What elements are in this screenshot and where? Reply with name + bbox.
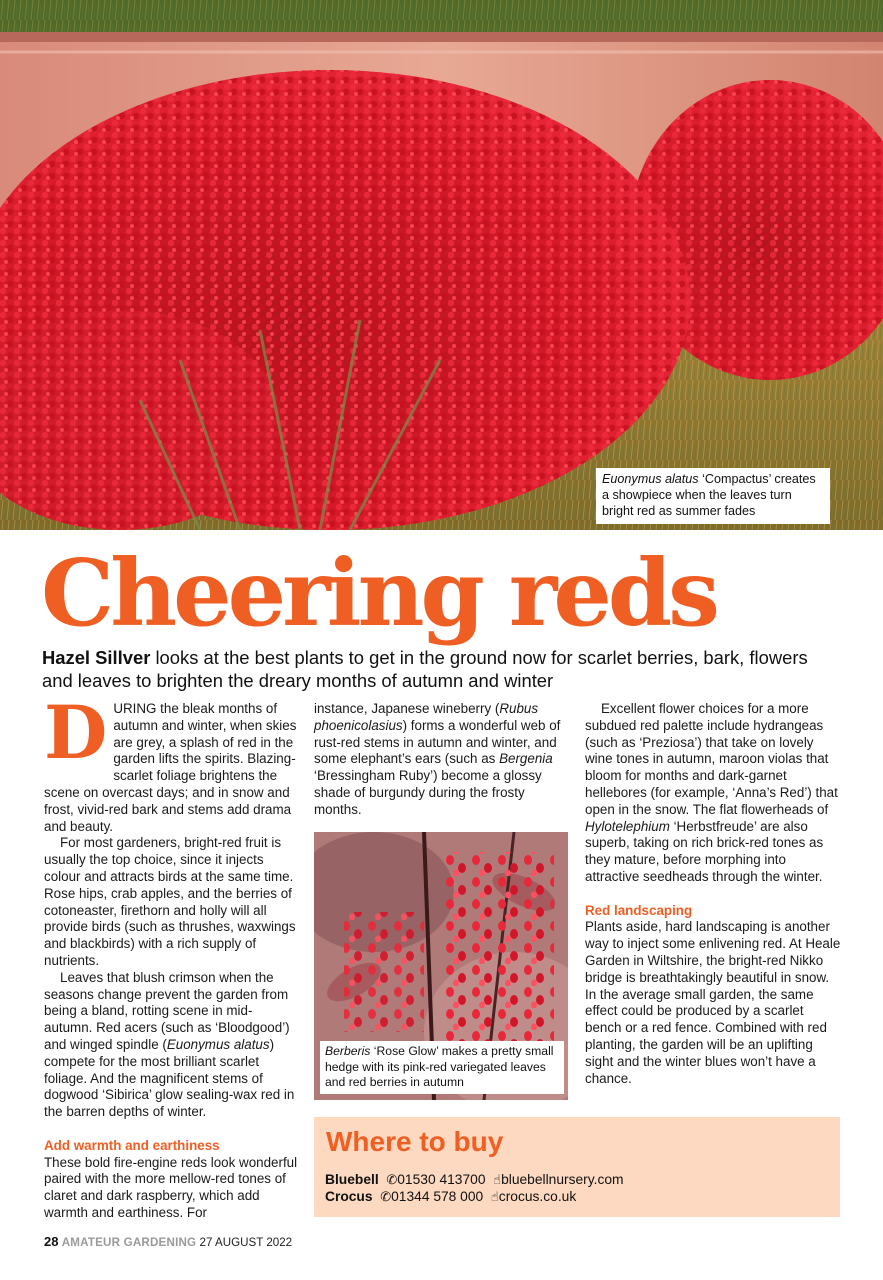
magazine-name: AMATEUR GARDENING	[61, 1236, 197, 1249]
euonymus-photo	[0, 0, 883, 530]
column-2	[314, 701, 568, 819]
col1-paragraph-4: These bold fire-engine reds look wonderful paired with the more mellow-red tones of claret and dark raspberry, which add warmth and earthiness. For	[44, 1154, 298, 1220]
supplier-name: Crocus	[325, 1189, 373, 1204]
col2-p1-b: ) forms a wonderful web of rust-red stems in autumn and winter, and some elephant’s ears (such as	[314, 717, 561, 767]
berberis-caption	[320, 1041, 564, 1094]
where-to-buy-box	[314, 1117, 840, 1217]
spacer	[44, 1121, 300, 1138]
page-number: 28	[44, 1234, 59, 1249]
pointer-icon: ☝	[490, 1190, 499, 1205]
berberis-caption-text: ‘Rose Glow’ makes a pretty small hedge with its pink-red variegated leaves and red berries in autumn	[325, 1044, 554, 1090]
col1-p3-b: ) compete for the most brilliant scarlet foliage. And the magnificent stems of dogwood ‘Sibirica’ glow sealing-wax red in the barren depths of winter.	[44, 1036, 295, 1120]
col2-p1-italic-2: Bergenia	[499, 751, 553, 767]
page-footer	[44, 1234, 292, 1249]
col2-p1-c: ‘Bressingham Ruby’) become a glossy shade of burgundy during the frosty months.	[314, 768, 542, 817]
where-to-buy-title: Where to buy	[326, 1126, 504, 1157]
dropcap: D	[44, 690, 108, 776]
col1-paragraph-3	[44, 970, 300, 1121]
column-3	[585, 701, 841, 1087]
col3-p1-italic: Hylotelephium	[585, 818, 670, 834]
hero-caption	[596, 468, 830, 524]
col2-paragraph-1	[314, 701, 568, 819]
supplier-phone: 01344 578 000	[391, 1189, 484, 1204]
subhead-warmth: Add warmth and earthiness	[44, 1137, 220, 1153]
col2-p1-a: instance, Japanese wineberry (	[314, 701, 500, 716]
hero-caption-italic: Euonymus alatus	[602, 472, 699, 486]
author-name: Hazel Sillver	[42, 647, 151, 668]
hero-photo	[0, 0, 883, 530]
phone-icon: ✆	[386, 1173, 398, 1188]
pointer-icon: ☝	[493, 1173, 502, 1188]
col1-paragraph-1: URING the bleak months of autumn and winter, when skies are grey, a splash of red in the garden lifts the spirits. Blazing-scarlet foliage brightens the scene on overcast days; and in snow and frost, vivid-red bark and stems add drama and beauty.	[44, 701, 297, 834]
supplier-row	[325, 1188, 576, 1206]
supplier-name: Bluebell	[325, 1172, 379, 1187]
standfirst	[42, 646, 842, 692]
headline: Cheering reds	[41, 539, 716, 647]
col3-paragraph-1	[585, 701, 841, 886]
supplier-row	[325, 1171, 624, 1189]
col1-paragraph-2: For most gardeners, bright-red fruit is usually the top choice, since it injects colour and attracts birds at the same time. Rose hips, crab apples, and the berries of cotoneaster, firethorn and holly will all provide birds (such as thrushes, waxwings and blackbirds) with a rich supply of nutrients.	[44, 835, 296, 968]
col2-p1-italic: Rubus phoenicolasius	[314, 701, 539, 733]
berberis-caption-italic: Berberis	[325, 1044, 371, 1058]
phone-icon: ✆	[380, 1190, 392, 1205]
col3-paragraph-2: Plants aside, hard landscaping is another way to inject some enlivening red. At Heale Garden in Wiltshire, the bright-red Nikko bridge is breathtakingly beautiful in snow. In the average small garden, the same effect could be produced by a scarlet bench or a red fence. Combined with red planting, the garden will be an uplifting sight and the winter blues won’t have a chance.	[585, 919, 841, 1086]
column-1	[44, 690, 300, 1222]
col1-p3-italic: Euonymus alatus	[166, 1036, 270, 1052]
issue-date: 27 AUGUST 2022	[199, 1236, 293, 1249]
standfirst-text: looks at the best plants to get in the ground now for scarlet berries, bark, flowers and leaves to brighten the dreary months of autumn and winter	[42, 647, 808, 691]
subhead-landscaping: Red landscaping	[585, 902, 693, 918]
spacer	[585, 886, 841, 903]
hero-caption-text: ‘Compactus’ creates a showpiece when the leaves turn bright red as summer fades	[602, 472, 816, 519]
col3-p1-a: Excellent flower choices for a more subdued red palette include hydrangeas (such as ‘Preziosa’) that take on lovely wine tones in autumn, maroon violas that bloom for months and dark-garnet hellebores (for example, ‘Anna’s Red’) that open in the snow. The flat flowerheads of	[585, 701, 838, 817]
supplier-phone: 01530 413700	[397, 1172, 486, 1187]
supplier-website[interactable]: crocus.co.uk	[498, 1189, 577, 1204]
col3-p1-b: ‘Herbstfreude’ are also superb, taking on rich brick-red tones as they mature, before morphing into attractive seedheads through the winter.	[585, 818, 824, 884]
supplier-website[interactable]: bluebellnursery.com	[501, 1172, 624, 1187]
col1-p3-a: Leaves that blush crimson when the seasons change prevent the garden from being a bland, rotting scene in mid-autumn. Red acers (such as ‘Bloodgood’) and winged spindle (	[44, 969, 290, 1052]
